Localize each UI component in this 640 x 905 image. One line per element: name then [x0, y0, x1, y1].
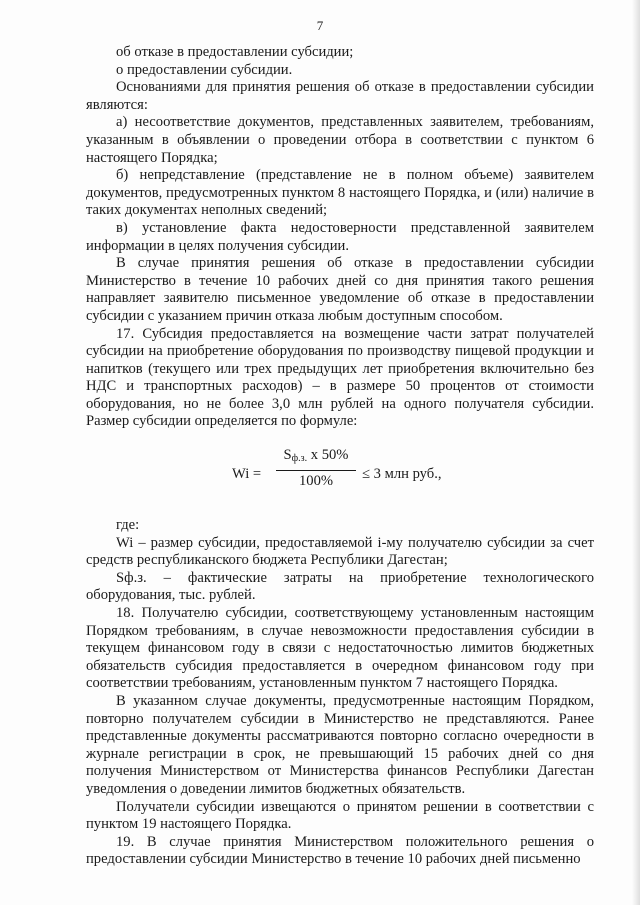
- formula-denominator: 100%: [298, 472, 334, 489]
- paragraph-grant: о предоставлении субсидии.: [116, 61, 293, 78]
- paragraph-item-18: 18. Получателю субсидии, соответствующему установленным настоящим Порядком требованиям, в случае невозможности предоставления субсидии в текущем финансовом году в связи с недостаточностью лимитов бюджетных обязательств субсидия предоставляется в очередном финансовом году при соответствии требованиям, установленным пунктом 7 настоящего Порядка.: [86, 605, 594, 692]
- subsidy-formula: [86, 443, 594, 509]
- formula-numerator-base: S: [283, 447, 292, 464]
- formula-rhs: ≤ 3 млн руб.,: [362, 466, 442, 483]
- paragraph-ground-b: б) непредставление (представление не в полном объеме) заявителем документов, предусмотренных пунктом 8 настоящего Порядка, и (или) наличие в таких документах неполных сведений;: [86, 167, 594, 219]
- paragraph-refusal-notice: В случае принятия решения об отказе в предоставлении субсидии Министерство в течение 10 рабочих дней со дня принятия такого решения направляет заявителю письменное уведомление об отказе в предоставлении субсидии с указанием причин отказа любым доступным способом.: [86, 255, 594, 324]
- paragraph-ground-a: а) несоответствие документов, представленных заявителем, требованиям, указанным в объявлении о проведении отбора в соответствии с пунктом 6 настоящего Порядка;: [86, 114, 594, 166]
- formula-numerator-rest: x 50%: [307, 447, 349, 464]
- paragraph-refusal: об отказе в предоставлении субсидии;: [116, 44, 354, 60]
- paragraph-item-19: 19. В случае принятия Министерством положительного решения о предоставлении субсидии Министерство в течение 10 рабочих дней письменно: [86, 833, 594, 868]
- page-number: 7: [316, 18, 324, 33]
- paragraph-wi-definition: Wi – размер субсидии, предоставляемой i-му получателю субсидии за счет средств республиканского бюджета Республики Дагестан;: [86, 534, 594, 569]
- paragraph-repeat-docs: В указанном случае документы, предусмотренные настоящим Порядком, повторно получателем субсидии в Министерство не представляются. Ранее представленные документы рассматриваются повторно согласно очередности в журнале регистрации в срок, не превышающий 15 рабочих дней со дня получения Министерством от Министерства финансов Республики Дагестан уведомления о доведении лимитов бюджетных обязательств.: [86, 693, 594, 797]
- formula-numerator-subscript: ф.з.: [291, 453, 308, 465]
- formula-fraction: [276, 447, 356, 490]
- formula-lhs: Wi =: [232, 466, 262, 483]
- paragraph-grounds-intro: Основаниями для принятия решения об отказе в предоставлении субсидии являются:: [86, 79, 594, 113]
- paragraph-s-definition: Sф.з. – фактические затраты на приобретение технологического оборудования, тыс. рублей.: [86, 569, 594, 604]
- paragraph-item-17: 17. Субсидия предоставляется на возмещение части затрат получателей субсидии на приобретение оборудования по производству пищевой продукции и напитков (текущего или трех предыдущих лет приобретения включительно без НДС и транспортных расходов) – в размере 50 процентов от стоимости оборудования, но не более 3,0 млн рублей на одного получателя субсидии. Размер субсидии определяется по формуле:: [86, 325, 594, 430]
- scan-edge-shadow: [632, 0, 640, 905]
- paragraph-notification: Получатели субсидии извещаются о принятом решении в соответствии с пунктом 19 настоящего Порядка.: [86, 798, 594, 833]
- document-body: [86, 44, 594, 869]
- paragraph-where: где:: [116, 517, 140, 534]
- paragraph-ground-c: в) установление факта недостоверности представленной заявителем информации в целях получения субсидии.: [86, 219, 594, 254]
- formula-numerator: [276, 447, 356, 471]
